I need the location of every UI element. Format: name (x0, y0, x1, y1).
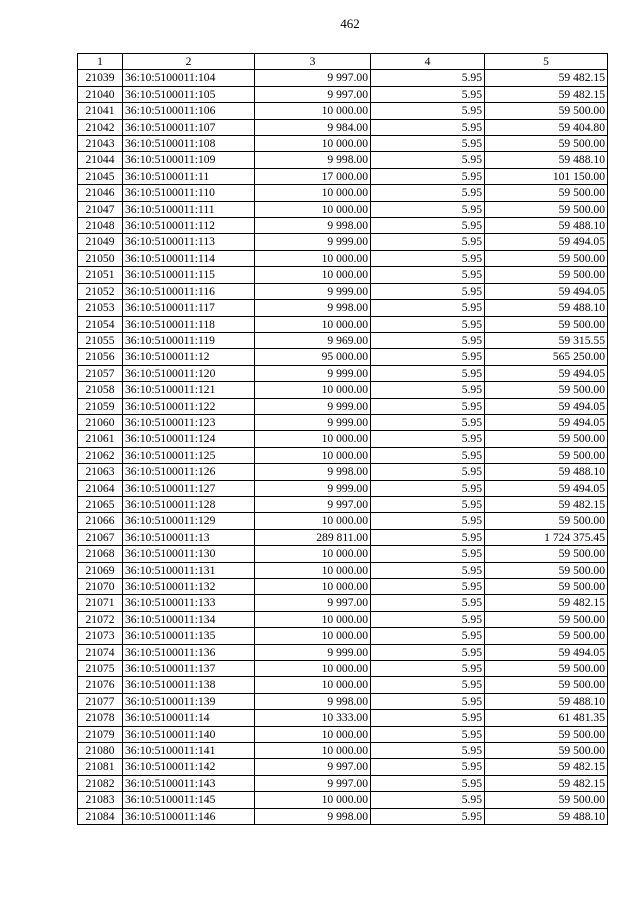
rate-cell: 5.95 (371, 496, 485, 512)
rate-cell: 5.95 (371, 447, 485, 463)
area-cell: 95 000.00 (255, 349, 371, 365)
rate-cell: 5.95 (371, 136, 485, 152)
area-cell: 9 984.00 (255, 119, 371, 135)
area-cell: 10 000.00 (255, 792, 371, 808)
area-cell: 10 000.00 (255, 136, 371, 152)
rate-cell: 5.95 (371, 250, 485, 266)
value-cell: 59 500.00 (485, 579, 608, 595)
rate-cell: 5.95 (371, 382, 485, 398)
cadastral-number-cell: 36:10:5100011:134 (123, 611, 255, 627)
rate-cell: 5.95 (371, 644, 485, 660)
cadastral-number-cell: 36:10:5100011:124 (123, 431, 255, 447)
value-cell: 59 488.10 (485, 808, 608, 824)
rate-cell: 5.95 (371, 677, 485, 693)
cadastral-number-cell: 36:10:5100011:113 (123, 234, 255, 250)
row-number-cell: 21069 (78, 562, 123, 578)
value-cell: 59 482.15 (485, 496, 608, 512)
rate-cell: 5.95 (371, 431, 485, 447)
cadastral-number-cell: 36:10:5100011:110 (123, 185, 255, 201)
area-cell: 9 999.00 (255, 365, 371, 381)
table-row (78, 447, 608, 463)
row-number-cell: 21047 (78, 201, 123, 217)
value-cell: 59 500.00 (485, 267, 608, 283)
row-number-cell: 21084 (78, 808, 123, 824)
value-cell: 59 500.00 (485, 382, 608, 398)
row-number-cell: 21061 (78, 431, 123, 447)
value-cell: 59 404.80 (485, 119, 608, 135)
value-cell: 59 494.05 (485, 644, 608, 660)
rate-cell: 5.95 (371, 792, 485, 808)
table-row (78, 283, 608, 299)
cadastral-number-cell: 36:10:5100011:139 (123, 693, 255, 709)
row-number-cell: 21064 (78, 480, 123, 496)
row-number-cell: 21058 (78, 382, 123, 398)
area-cell: 10 000.00 (255, 447, 371, 463)
table-row (78, 743, 608, 759)
table-row (78, 677, 608, 693)
table-row (78, 529, 608, 545)
table-row (78, 365, 608, 381)
rate-cell: 5.95 (371, 185, 485, 201)
rate-cell: 5.95 (371, 201, 485, 217)
cadastral-number-cell: 36:10:5100011:106 (123, 103, 255, 119)
area-cell: 9 998.00 (255, 693, 371, 709)
cadastral-number-cell: 36:10:5100011:126 (123, 464, 255, 480)
rate-cell: 5.95 (371, 611, 485, 627)
rate-cell: 5.95 (371, 316, 485, 332)
rate-cell: 5.95 (371, 480, 485, 496)
area-cell: 10 000.00 (255, 513, 371, 529)
value-cell: 59 500.00 (485, 103, 608, 119)
table-row (78, 300, 608, 316)
table-row (78, 775, 608, 791)
cadastral-number-cell: 36:10:5100011:105 (123, 86, 255, 102)
land-register-table (77, 53, 608, 825)
value-cell: 59 494.05 (485, 414, 608, 430)
rate-cell: 5.95 (371, 808, 485, 824)
row-number-cell: 21048 (78, 218, 123, 234)
value-cell: 59 315.55 (485, 332, 608, 348)
table-row (78, 218, 608, 234)
cadastral-number-cell: 36:10:5100011:120 (123, 365, 255, 381)
cadastral-number-cell: 36:10:5100011:140 (123, 726, 255, 742)
cadastral-number-cell: 36:10:5100011:123 (123, 414, 255, 430)
row-number-cell: 21073 (78, 628, 123, 644)
area-cell: 10 000.00 (255, 628, 371, 644)
area-cell: 9 998.00 (255, 464, 371, 480)
cadastral-number-cell: 36:10:5100011:129 (123, 513, 255, 529)
row-number-cell: 21045 (78, 168, 123, 184)
row-number-cell: 21083 (78, 792, 123, 808)
area-cell: 9 997.00 (255, 86, 371, 102)
area-cell: 10 000.00 (255, 579, 371, 595)
cadastral-number-cell: 36:10:5100011:114 (123, 250, 255, 266)
column-header: 3 (255, 54, 371, 70)
rate-cell: 5.95 (371, 365, 485, 381)
column-header: 2 (123, 54, 255, 70)
cadastral-number-cell: 36:10:5100011:122 (123, 398, 255, 414)
area-cell: 9 969.00 (255, 332, 371, 348)
area-cell: 9 997.00 (255, 70, 371, 86)
area-cell: 10 000.00 (255, 611, 371, 627)
area-cell: 9 998.00 (255, 152, 371, 168)
value-cell: 59 494.05 (485, 234, 608, 250)
value-cell: 59 500.00 (485, 316, 608, 332)
row-number-cell: 21070 (78, 579, 123, 595)
cadastral-number-cell: 36:10:5100011:130 (123, 546, 255, 562)
area-cell: 10 000.00 (255, 562, 371, 578)
rate-cell: 5.95 (371, 529, 485, 545)
value-cell: 59 488.10 (485, 464, 608, 480)
row-number-cell: 21071 (78, 595, 123, 611)
rate-cell: 5.95 (371, 283, 485, 299)
cadastral-number-cell: 36:10:5100011:11 (123, 168, 255, 184)
rate-cell: 5.95 (371, 579, 485, 595)
area-cell: 9 997.00 (255, 595, 371, 611)
value-cell: 101 150.00 (485, 168, 608, 184)
cadastral-number-cell: 36:10:5100011:136 (123, 644, 255, 660)
rate-cell: 5.95 (371, 70, 485, 86)
table-row (78, 546, 608, 562)
rate-cell: 5.95 (371, 332, 485, 348)
rate-cell: 5.95 (371, 710, 485, 726)
area-cell: 9 999.00 (255, 283, 371, 299)
cadastral-number-cell: 36:10:5100011:12 (123, 349, 255, 365)
cadastral-number-cell: 36:10:5100011:14 (123, 710, 255, 726)
row-number-cell: 21044 (78, 152, 123, 168)
row-number-cell: 21078 (78, 710, 123, 726)
value-cell: 59 494.05 (485, 365, 608, 381)
rate-cell: 5.95 (371, 513, 485, 529)
area-cell: 10 000.00 (255, 185, 371, 201)
value-cell: 59 500.00 (485, 431, 608, 447)
area-cell: 9 999.00 (255, 234, 371, 250)
table-row (78, 628, 608, 644)
area-cell: 9 999.00 (255, 398, 371, 414)
table-row (78, 513, 608, 529)
row-number-cell: 21056 (78, 349, 123, 365)
table-row (78, 792, 608, 808)
rate-cell: 5.95 (371, 759, 485, 775)
rate-cell: 5.95 (371, 726, 485, 742)
value-cell: 61 481.35 (485, 710, 608, 726)
value-cell: 59 500.00 (485, 661, 608, 677)
value-cell: 59 500.00 (485, 726, 608, 742)
table-row (78, 480, 608, 496)
area-cell: 9 999.00 (255, 414, 371, 430)
row-number-cell: 21057 (78, 365, 123, 381)
cadastral-number-cell: 36:10:5100011:142 (123, 759, 255, 775)
value-cell: 59 500.00 (485, 562, 608, 578)
value-cell: 59 500.00 (485, 201, 608, 217)
value-cell: 59 500.00 (485, 250, 608, 266)
table-row (78, 464, 608, 480)
area-cell: 10 000.00 (255, 661, 371, 677)
column-header: 1 (78, 54, 123, 70)
row-number-cell: 21066 (78, 513, 123, 529)
area-cell: 10 000.00 (255, 382, 371, 398)
row-number-cell: 21076 (78, 677, 123, 693)
table-row (78, 579, 608, 595)
row-number-cell: 21039 (78, 70, 123, 86)
table-row (78, 316, 608, 332)
row-number-cell: 21040 (78, 86, 123, 102)
cadastral-number-cell: 36:10:5100011:112 (123, 218, 255, 234)
cadastral-number-cell: 36:10:5100011:135 (123, 628, 255, 644)
cadastral-number-cell: 36:10:5100011:146 (123, 808, 255, 824)
table-row (78, 611, 608, 627)
value-cell: 59 488.10 (485, 693, 608, 709)
value-cell: 59 488.10 (485, 152, 608, 168)
value-cell: 565 250.00 (485, 349, 608, 365)
value-cell: 1 724 375.45 (485, 529, 608, 545)
table-row (78, 185, 608, 201)
cadastral-number-cell: 36:10:5100011:109 (123, 152, 255, 168)
cadastral-number-cell: 36:10:5100011:128 (123, 496, 255, 512)
rate-cell: 5.95 (371, 628, 485, 644)
row-number-cell: 21059 (78, 398, 123, 414)
table-row (78, 382, 608, 398)
area-cell: 10 333.00 (255, 710, 371, 726)
value-cell: 59 500.00 (485, 677, 608, 693)
row-number-cell: 21041 (78, 103, 123, 119)
row-number-cell: 21074 (78, 644, 123, 660)
table-row (78, 710, 608, 726)
row-number-cell: 21050 (78, 250, 123, 266)
table-row (78, 332, 608, 348)
rate-cell: 5.95 (371, 300, 485, 316)
table-row (78, 562, 608, 578)
table-row (78, 234, 608, 250)
rate-cell: 5.95 (371, 398, 485, 414)
table-row (78, 414, 608, 430)
cadastral-number-cell: 36:10:5100011:116 (123, 283, 255, 299)
row-number-cell: 21068 (78, 546, 123, 562)
row-number-cell: 21053 (78, 300, 123, 316)
table-row (78, 250, 608, 266)
table-row (78, 644, 608, 660)
value-cell: 59 500.00 (485, 628, 608, 644)
area-cell: 10 000.00 (255, 726, 371, 742)
cadastral-number-cell: 36:10:5100011:13 (123, 529, 255, 545)
rate-cell: 5.95 (371, 218, 485, 234)
value-cell: 59 488.10 (485, 218, 608, 234)
row-number-cell: 21062 (78, 447, 123, 463)
area-cell: 10 000.00 (255, 267, 371, 283)
table-row (78, 119, 608, 135)
table-row (78, 431, 608, 447)
row-number-cell: 21049 (78, 234, 123, 250)
value-cell: 59 482.15 (485, 759, 608, 775)
rate-cell: 5.95 (371, 267, 485, 283)
table-row (78, 808, 608, 824)
row-number-cell: 21055 (78, 332, 123, 348)
row-number-cell: 21043 (78, 136, 123, 152)
area-cell: 9 999.00 (255, 480, 371, 496)
cadastral-number-cell: 36:10:5100011:131 (123, 562, 255, 578)
column-header: 4 (371, 54, 485, 70)
row-number-cell: 21051 (78, 267, 123, 283)
cadastral-number-cell: 36:10:5100011:127 (123, 480, 255, 496)
value-cell: 59 482.15 (485, 775, 608, 791)
rate-cell: 5.95 (371, 595, 485, 611)
rate-cell: 5.95 (371, 86, 485, 102)
table-row (78, 595, 608, 611)
row-number-cell: 21075 (78, 661, 123, 677)
value-cell: 59 500.00 (485, 513, 608, 529)
row-number-cell: 21082 (78, 775, 123, 791)
area-cell: 9 997.00 (255, 759, 371, 775)
cadastral-number-cell: 36:10:5100011:119 (123, 332, 255, 348)
area-cell: 10 000.00 (255, 743, 371, 759)
area-cell: 9 999.00 (255, 644, 371, 660)
cadastral-number-cell: 36:10:5100011:133 (123, 595, 255, 611)
value-cell: 59 500.00 (485, 611, 608, 627)
table-row (78, 152, 608, 168)
row-number-cell: 21072 (78, 611, 123, 627)
row-number-cell: 21065 (78, 496, 123, 512)
area-cell: 17 000.00 (255, 168, 371, 184)
row-number-cell: 21080 (78, 743, 123, 759)
area-cell: 10 000.00 (255, 103, 371, 119)
row-number-cell: 21046 (78, 185, 123, 201)
rate-cell: 5.95 (371, 152, 485, 168)
area-cell: 9 998.00 (255, 218, 371, 234)
cadastral-number-cell: 36:10:5100011:132 (123, 579, 255, 595)
table-row (78, 168, 608, 184)
rate-cell: 5.95 (371, 464, 485, 480)
table-row (78, 136, 608, 152)
cadastral-number-cell: 36:10:5100011:143 (123, 775, 255, 791)
table-body (78, 70, 608, 825)
area-cell: 10 000.00 (255, 250, 371, 266)
table-row (78, 70, 608, 86)
row-number-cell: 21060 (78, 414, 123, 430)
area-cell: 9 997.00 (255, 496, 371, 512)
rate-cell: 5.95 (371, 234, 485, 250)
row-number-cell: 21042 (78, 119, 123, 135)
value-cell: 59 482.15 (485, 70, 608, 86)
rate-cell: 5.95 (371, 119, 485, 135)
row-number-cell: 21054 (78, 316, 123, 332)
table-row (78, 726, 608, 742)
rate-cell: 5.95 (371, 743, 485, 759)
rate-cell: 5.95 (371, 349, 485, 365)
cadastral-number-cell: 36:10:5100011:108 (123, 136, 255, 152)
value-cell: 59 500.00 (485, 743, 608, 759)
table-row (78, 349, 608, 365)
area-cell: 10 000.00 (255, 677, 371, 693)
cadastral-number-cell: 36:10:5100011:137 (123, 661, 255, 677)
value-cell: 59 482.15 (485, 86, 608, 102)
rate-cell: 5.95 (371, 693, 485, 709)
rate-cell: 5.95 (371, 103, 485, 119)
area-cell: 289 811.00 (255, 529, 371, 545)
table-row (78, 267, 608, 283)
area-cell: 9 997.00 (255, 775, 371, 791)
value-cell: 59 500.00 (485, 136, 608, 152)
table-row (78, 86, 608, 102)
table-row (78, 201, 608, 217)
cadastral-number-cell: 36:10:5100011:117 (123, 300, 255, 316)
table-row (78, 103, 608, 119)
page-number: 462 (340, 16, 360, 31)
rate-cell: 5.95 (371, 168, 485, 184)
value-cell: 59 488.10 (485, 300, 608, 316)
area-cell: 9 998.00 (255, 808, 371, 824)
value-cell: 59 494.05 (485, 398, 608, 414)
cadastral-number-cell: 36:10:5100011:125 (123, 447, 255, 463)
row-number-cell: 21077 (78, 693, 123, 709)
rate-cell: 5.95 (371, 546, 485, 562)
row-number-cell: 21081 (78, 759, 123, 775)
value-cell: 59 500.00 (485, 546, 608, 562)
cadastral-number-cell: 36:10:5100011:121 (123, 382, 255, 398)
table-row (78, 693, 608, 709)
cadastral-number-cell: 36:10:5100011:141 (123, 743, 255, 759)
header-row (78, 54, 608, 70)
cadastral-number-cell: 36:10:5100011:118 (123, 316, 255, 332)
value-cell: 59 500.00 (485, 447, 608, 463)
value-cell: 59 494.05 (485, 480, 608, 496)
column-header: 5 (485, 54, 608, 70)
cadastral-number-cell: 36:10:5100011:115 (123, 267, 255, 283)
table-row (78, 398, 608, 414)
value-cell: 59 494.05 (485, 283, 608, 299)
row-number-cell: 21079 (78, 726, 123, 742)
cadastral-number-cell: 36:10:5100011:138 (123, 677, 255, 693)
area-cell: 10 000.00 (255, 316, 371, 332)
value-cell: 59 500.00 (485, 792, 608, 808)
rate-cell: 5.95 (371, 414, 485, 430)
area-cell: 9 998.00 (255, 300, 371, 316)
area-cell: 10 000.00 (255, 431, 371, 447)
area-cell: 10 000.00 (255, 201, 371, 217)
cadastral-number-cell: 36:10:5100011:145 (123, 792, 255, 808)
cadastral-number-cell: 36:10:5100011:107 (123, 119, 255, 135)
row-number-cell: 21063 (78, 464, 123, 480)
rate-cell: 5.95 (371, 562, 485, 578)
value-cell: 59 500.00 (485, 185, 608, 201)
row-number-cell: 21067 (78, 529, 123, 545)
rate-cell: 5.95 (371, 661, 485, 677)
table-row (78, 661, 608, 677)
value-cell: 59 482.15 (485, 595, 608, 611)
row-number-cell: 21052 (78, 283, 123, 299)
table-row (78, 759, 608, 775)
table-row (78, 496, 608, 512)
cadastral-number-cell: 36:10:5100011:104 (123, 70, 255, 86)
cadastral-number-cell: 36:10:5100011:111 (123, 201, 255, 217)
rate-cell: 5.95 (371, 775, 485, 791)
area-cell: 10 000.00 (255, 546, 371, 562)
